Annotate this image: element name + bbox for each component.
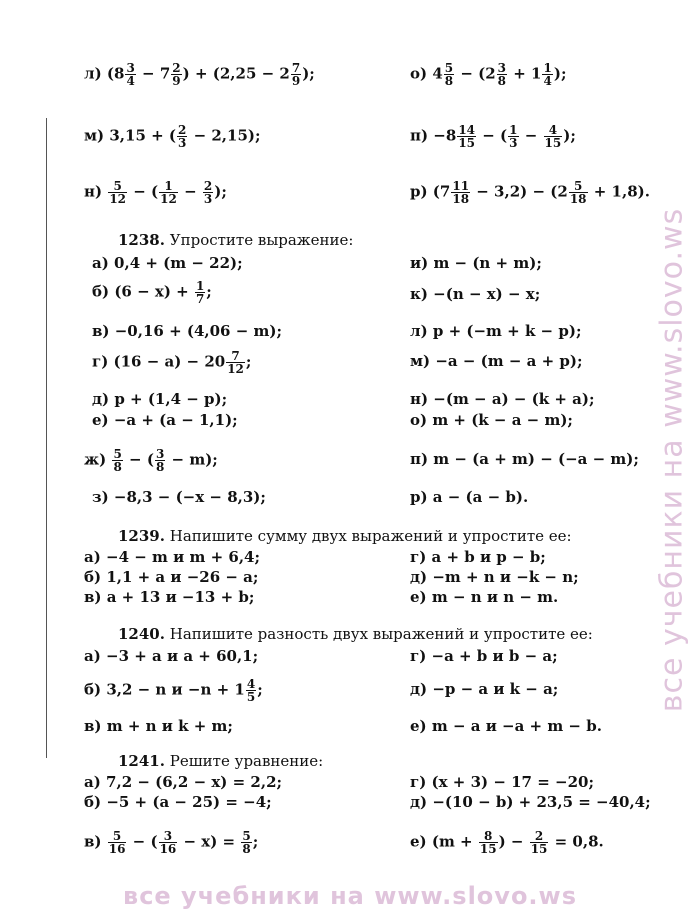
- p1241-v: в) $\frac{5}{16}$ − ( $\frac{3}{16}$ − x) = $\frac{5}{8}$ ;: [84, 829, 259, 856]
- p1241-g: г) (x + 3) − 17 = −20;: [410, 773, 594, 791]
- p1239-e: е) m − n и n − m.: [410, 588, 559, 606]
- ex-l: л) (8 $\frac{3}{4}$ − 7 $\frac{2}{9}$ ) + (2,25 − 2 $\frac{7}{9}$ );: [84, 61, 315, 88]
- p1239-b: б) 1,1 + a и −26 − a;: [84, 568, 259, 586]
- p1238-i: и) m − (n + m);: [410, 254, 542, 272]
- p1238-z: з) −8,3 − (−x − 8,3);: [92, 488, 266, 506]
- p1239-a: а) −4 − m и m + 6,4;: [84, 548, 261, 566]
- problem-1240-heading: 1240. Напишите разность двух выражений и упростите ее:: [118, 625, 593, 643]
- p1238-o: о) m + (k − a − m);: [410, 411, 573, 429]
- p1238-zh: ж) $\frac{5}{8}$ − ( $\frac{3}{8}$ − m);: [84, 447, 218, 474]
- ex-r: р) (7 $\frac{11}{18}$ − 3,2) − (2 $\frac{5}{18}$ + 1,8).: [410, 179, 650, 206]
- problem-1241-heading: 1241. Решите уравнение:: [118, 752, 324, 770]
- watermark-vertical: все учебники на www.slovo.ws: [654, 207, 690, 713]
- p1241-b: б) −5 + (a − 25) = −4;: [84, 793, 272, 811]
- p1241-e: е) (m + $\frac{8}{15}$ ) − $\frac{2}{15}$ = 0,8.: [410, 829, 604, 856]
- ex-p: п) −8 $\frac{14}{15}$ − ( $\frac{1}{3}$ − $\frac{4}{15}$ );: [410, 123, 576, 150]
- p1240-v: в) m + n и k + m;: [84, 717, 233, 735]
- p1240-b: б) 3,2 − n и −n + 1 $\frac{4}{5}$ ;: [84, 677, 263, 704]
- ex-n: н) $\frac{5}{12}$ − ( $\frac{1}{12}$ − $\frac{2}{3}$ );: [84, 179, 227, 206]
- ex-m: м) 3,15 + ( $\frac{2}{3}$ − 2,15);: [84, 123, 261, 150]
- p1238-m: м) −a − (m − a + p);: [410, 352, 583, 370]
- p1241-a: а) 7,2 − (6,2 − x) = 2,2;: [84, 773, 283, 791]
- p1238-r: р) a − (a − b).: [410, 488, 529, 506]
- p1238-n: н) −(m − a) − (k + a);: [410, 390, 595, 408]
- p1241-d: д) −(10 − b) + 23,5 = −40,4;: [410, 793, 651, 811]
- watermark-bottom: все учебники на www.slovo.ws: [123, 882, 577, 910]
- p1238-p: п) m − (a + m) − (−a − m);: [410, 450, 639, 468]
- p1240-a: а) −3 + a и a + 60,1;: [84, 647, 259, 665]
- p1239-d: д) −m + n и −k − n;: [410, 568, 579, 586]
- p1239-g: г) a + b и p − b;: [410, 548, 546, 566]
- margin-rule: [46, 118, 47, 758]
- p1238-b: б) (6 − x) + $\frac{1}{7}$ ;: [92, 279, 212, 306]
- p1238-v: в) −0,16 + (4,06 − m);: [92, 322, 283, 340]
- p1240-g: г) −a + b и b − a;: [410, 647, 558, 665]
- p1238-l: л) p + (−m + k − p);: [410, 322, 582, 340]
- p1240-e: е) m − a и −a + m − b.: [410, 717, 602, 735]
- p1238-a: а) 0,4 + (m − 22);: [92, 254, 243, 272]
- p1238-e: е) −a + (a − 1,1);: [92, 411, 238, 429]
- ex-o: о) 4 $\frac{5}{8}$ − (2 $\frac{3}{8}$ + 1 $\frac{1}{4}$ );: [410, 61, 567, 88]
- p1238-k: к) −(n − x) − x;: [410, 285, 541, 303]
- problem-1238-heading: 1238. Упростите выражение:: [118, 231, 354, 249]
- p1240-d: д) −p − a и k − a;: [410, 680, 559, 698]
- p1238-d: д) p + (1,4 − p);: [92, 390, 228, 408]
- p1238-g: г) (16 − a) − 20 $\frac{7}{12}$ ;: [92, 349, 252, 376]
- p1239-v: в) a + 13 и −13 + b;: [84, 588, 255, 606]
- problem-1239-heading: 1239. Напишите сумму двух выражений и упростите ее:: [118, 527, 572, 545]
